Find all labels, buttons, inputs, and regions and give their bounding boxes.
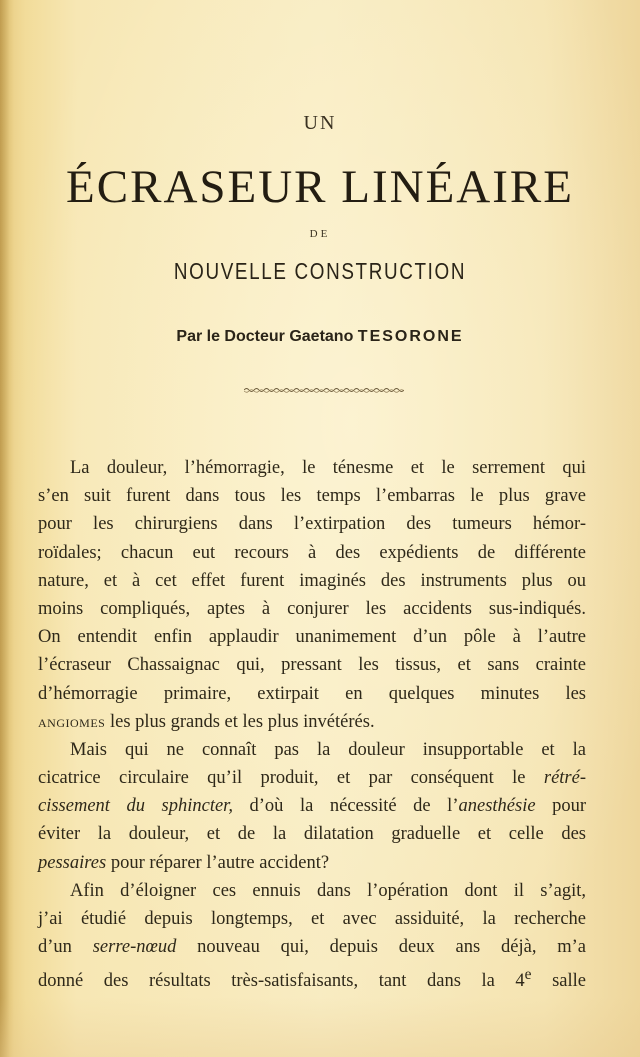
text-line: pour les chirurgiens dans l’extirpation des tumeurs hémor- [38,514,586,535]
italic-term: rétré- [543,768,586,789]
text-line: d’hémorragie primaire, extirpait en quelques minutes les [38,683,586,704]
text-run: d’où la nécessité de l’ [249,796,459,817]
small-caps-term: angiomes [38,711,106,731]
pre-title: UN [303,112,337,134]
text-line [38,961,586,992]
text-run: pour réparer l’autre accident? [110,852,330,873]
text-line: La douleur, l’hémorragie, le ténesme et le serrement qui [70,458,586,478]
italic-term: cissement du sphincter, [38,796,233,817]
text-line [38,792,586,820]
text-line: Mais qui ne connaît pas la douleur insupportable et la [70,739,586,760]
superscript: e [524,966,532,984]
italic-term: serre-nœud [92,937,177,958]
text-line [38,764,586,792]
text-run: salle [552,971,586,992]
author-surname: TESORONE [357,328,464,345]
text-line: moins compliqués, aptes à conjurer les accidents sus-indiqués. [38,598,586,619]
text-line: s’en suit furent dans tous les temps l’embarras le plus grave [38,486,586,507]
text-line: On entendit enfin applaudir unanimement d’un pôle à l’autre [38,627,586,648]
text-line: j’ai étudié depuis longtemps, et avec assiduité, la recherche [38,909,586,929]
author-prefix: Par le Docteur Gaetano [176,328,354,345]
text-line [38,849,586,877]
text-line: éviter la douleur, et de la dilatation graduelle et celle des [38,824,586,845]
text-run: nouveau qui, depuis deux ans déjà, m’a [197,937,587,958]
text-line: l’écraseur Chassaignac qui, pressant les tissus, et sans crainte [38,655,586,676]
author-line [0,328,640,346]
text-run: les plus grands et les plus invétérés. [109,711,375,732]
italic-term: anesthésie [458,796,536,817]
italic-term: pessaires [38,852,107,873]
text-line: nature, et à cet effet furent imaginés des instruments plus ou [38,570,586,591]
wavy-rule-ornament [244,384,404,396]
text-line [38,708,586,736]
subtitle: NOUVELLE CONSTRUCTION [173,258,467,284]
text-line: Afin d’éloigner ces ennuis dans l’opération dont il s’agit, [70,880,586,901]
text-line [38,933,586,961]
text-run: donné des résultats très-satisfaisants, tant dans la 4 [38,971,525,992]
text-run: cicatrice circulaire qu’il produit, et par conséquent le [38,768,526,789]
body-paragraphs [38,454,586,990]
text-run: pour [552,796,587,817]
main-title: ÉCRASEUR LINÉAIRE [66,161,574,213]
text-line: roïdales; chacun eut recours à des expédients de différente [38,542,586,563]
title-connector: DE [309,228,331,240]
text-run: d’un [38,937,72,958]
